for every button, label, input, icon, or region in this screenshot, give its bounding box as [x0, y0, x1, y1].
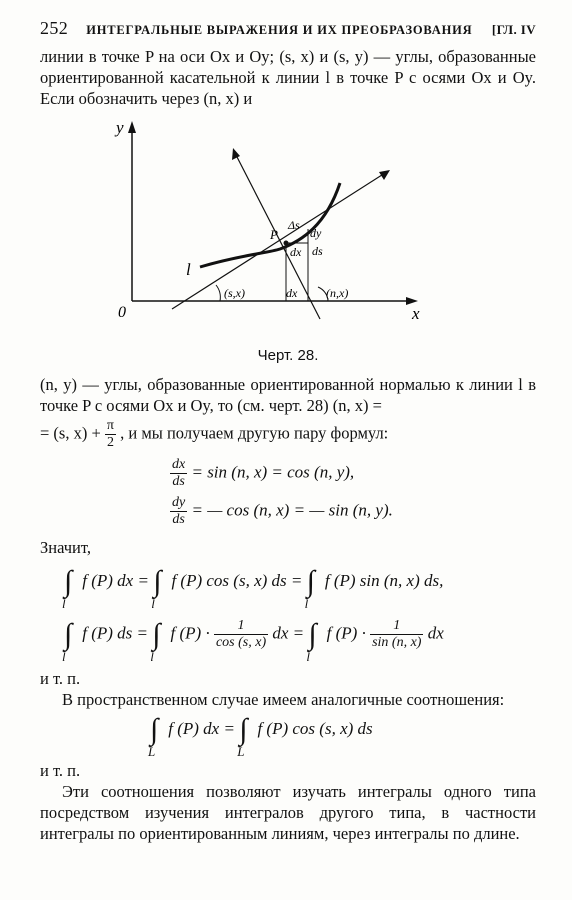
label-origin: 0 [118, 304, 126, 321]
itp-1: и т. п. [40, 669, 81, 688]
integral-line-2 [40, 612, 536, 668]
frac-dx-ds [170, 457, 187, 490]
label-dy: dy [310, 226, 322, 240]
int1-c: f (P) sin (n, x) ds, [324, 570, 444, 590]
integral-line-3 [40, 710, 536, 760]
two-symbol: 2 [106, 435, 114, 450]
tangent-line [172, 173, 385, 309]
point-p [284, 241, 289, 246]
frac-ds: ds [172, 474, 185, 489]
integral-sign: ∫ l [153, 568, 167, 596]
integral-sub: L [237, 744, 245, 759]
label-angle-sx: (s,x) [224, 286, 245, 300]
int3-b: f (P) cos (s, x) ds [257, 718, 373, 738]
integral-sub: l [304, 596, 309, 611]
sx-plus: = (s, x) + [40, 423, 101, 443]
figure-caption: Черт. 28. [257, 347, 319, 364]
integral-sign: ∫ l [308, 621, 322, 649]
int2-d: f (P) · [326, 623, 366, 643]
integral-sub: l [306, 648, 311, 664]
integral-sign: ∫ L [239, 716, 253, 744]
figure-drawing [40, 115, 536, 343]
frac-dy-ds [170, 495, 187, 528]
angle-sx-arc [216, 285, 220, 301]
itp-2: и т. п. [40, 761, 81, 780]
int2-b: f (P) · [170, 623, 210, 643]
integral-sign: ∫ l [64, 568, 78, 596]
integral-sub: l [151, 596, 155, 611]
tangent-arrow [379, 170, 390, 180]
integral-line-1 [40, 562, 536, 612]
integral-sign: ∫ L [150, 716, 164, 744]
label-ds-arc: Δs [288, 218, 300, 232]
integral-sub: l [62, 596, 66, 611]
paragraph-1: линии в точке P на оси Ox и Oy; (s, x) и (s, y) — углы, образованные ориентированной касательной к линии l в точке P с осями Ox и Oy. Если обозначить через (n, x) и [40, 47, 536, 108]
page [40, 18, 536, 844]
paragraph-2-text: (n, y) — углы, образованные ориентированной нормалью к линии l в точке P с осями Ox и Oy, то (см. черт. 28) (n, x) = [40, 375, 536, 415]
int1-b: f (P) cos (s, x) ds = [171, 570, 303, 590]
integral-sign: ∫ l [307, 568, 321, 596]
normal-arrow [232, 148, 240, 160]
frac-sin-num: 1 [370, 618, 423, 635]
formula-dx-ds [40, 457, 536, 495]
paragraph-2-formula-line [40, 418, 536, 451]
frac-dx: dx [172, 457, 186, 472]
label-y: y [116, 118, 124, 137]
znachit: Значит, [40, 538, 91, 557]
label-x: x [412, 304, 420, 323]
label-curve-l: l [186, 260, 191, 279]
frac-dy: dy [172, 495, 186, 510]
integral-sub: l [62, 648, 66, 664]
running-header [40, 18, 536, 46]
paragraph-4: Эти соотношения позволяют изучать интегралы одного типа посредством изучения интегралов другого типа, в частности интегралы по ориентированным линиям, через интегралы по длине. [40, 782, 536, 843]
frac-sin [370, 618, 423, 651]
integral-sign: ∫ l [152, 621, 166, 649]
label-dx-small: dx [290, 245, 302, 259]
normal-line [236, 155, 320, 319]
frac-cos-den: cos (s, x) [215, 635, 267, 650]
label-dx-axis: dx [286, 286, 298, 300]
integral-sub: l [150, 648, 154, 664]
paragraph-2 [40, 374, 536, 416]
paragraph-2-tail: , и мы получаем другую пару формул: [120, 423, 389, 443]
label-p: P [270, 227, 278, 242]
figure-28 [40, 115, 536, 343]
int1-a: f (P) dx = [82, 570, 149, 590]
paragraph-3: В пространственном случае имеем аналогичные соотношения: [62, 690, 505, 709]
int2-c: dx = [272, 623, 305, 643]
frac-cos [214, 618, 268, 651]
pi-symbol: π [106, 418, 114, 433]
formula-dy-ds [40, 495, 536, 537]
page-number: 252 [40, 18, 69, 38]
y-axis-arrow [128, 121, 136, 133]
chapter-ref: [ГЛ. IV [491, 22, 536, 37]
label-ds: ds [312, 244, 323, 258]
running-title: ИНТЕГРАЛЬНЫЕ ВЫРАЖЕНИЯ И ИХ ПРЕОБРАЗОВАНИЯ [86, 23, 473, 37]
frac-sin-den: sin (n, x) [372, 635, 422, 650]
frac-ds-2: ds [172, 512, 185, 527]
label-angle-nx: (n,x) [326, 286, 349, 300]
pi-over-two [105, 418, 116, 451]
int2-e: dx [427, 623, 444, 643]
integral-sign: ∫ l [64, 621, 78, 649]
frac-cos-num: 1 [214, 618, 268, 635]
integral-sub: L [148, 744, 156, 759]
formula1-rhs: = sin (n, x) = cos (n, y), [191, 462, 355, 482]
int3-a: f (P) dx = [168, 718, 235, 738]
int2-a: f (P) ds = [82, 623, 149, 643]
formula2-rhs: = — cos (n, x) = — sin (n, y). [191, 500, 393, 520]
